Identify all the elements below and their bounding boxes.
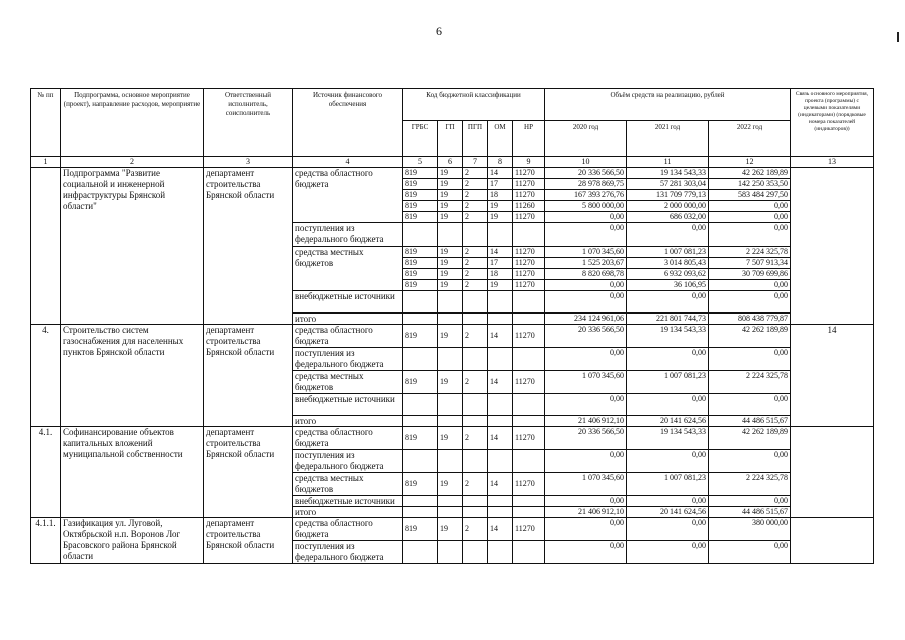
om-cell: 19 [488,212,513,223]
amount-2022: 2 224 325,78 [709,473,791,496]
gp-cell: 19 [438,258,463,269]
amount-2021: 131 709 779,13 [627,190,709,201]
amount-2021: 0,00 [627,291,709,313]
amount-2021: 1 007 081,23 [627,247,709,258]
total-label: итого [293,507,403,518]
source-federal: поступления из федерального бюджета [293,223,403,247]
np-cell: 11270 [513,371,545,394]
np-cell: 11270 [513,518,545,541]
col-number: 12 [709,157,791,168]
executor: департамент строительства Брянской области [204,427,293,518]
total-2020: 234 124 961,06 [545,314,627,325]
source-region: средства областного бюджета [293,427,403,450]
amount-2022: 380 000,00 [709,518,791,541]
executor: департамент строительства Брянской области [204,168,293,325]
header-2021: 2021 год [627,121,709,157]
om-cell: 14 [488,168,513,179]
total-2022: 44 486 515,67 [709,416,791,427]
om-cell: 14 [488,518,513,541]
amount-2020: 0,00 [545,496,627,507]
amount-2022: 0,00 [709,450,791,473]
pgp-cell: 2 [463,280,488,291]
pgp-cell: 2 [463,518,488,541]
amount-2022: 30 709 699,86 [709,269,791,280]
om-cell: 17 [488,258,513,269]
gp-cell: 19 [438,190,463,201]
grbs-cell: 819 [403,258,438,269]
header-gp: ГП [438,121,463,157]
table-row [31,518,874,541]
link-cell [791,427,874,518]
total-2020: 21 406 912,10 [545,416,627,427]
amount-2021: 0,00 [627,518,709,541]
amount-2022: 0,00 [709,280,791,291]
page-number: 6 [436,24,442,38]
pgp-cell: 2 [463,179,488,190]
gp-cell: 19 [438,247,463,258]
row-number: 4.1.1. [31,518,61,564]
amount-2021: 19 134 543,33 [627,168,709,179]
grbs-cell: 819 [403,518,438,541]
om-cell: 17 [488,179,513,190]
source-local: средства местных бюджетов [293,247,403,291]
np-cell: 11270 [513,258,545,269]
amount-2022: 583 484 297,50 [709,190,791,201]
amount-2021: 2 000 000,00 [627,201,709,212]
source-extra: внебюджетные источники [293,291,403,313]
col-number: 1 [31,157,61,168]
amount-2020: 1 070 345,60 [545,473,627,496]
total-2022: 808 438 779,87 [709,314,791,325]
amount-2020: 0,00 [545,394,627,416]
grbs-cell: 819 [403,280,438,291]
np-cell: 11270 [513,247,545,258]
measure-name: Строительство систем газоснабжения для населенных пунктов Брянской области [61,325,204,427]
pgp-cell: 2 [463,325,488,348]
header-link: Связь основного мероприятия, проекта (программы) с целевыми показателями (индикаторами) (порядковые номера показателей (индикаторов)) [791,89,874,157]
om-cell: 14 [488,473,513,496]
amount-2020: 1 070 345,60 [545,371,627,394]
table-row [31,168,874,179]
source-local: средства местных бюджетов [293,473,403,496]
source-region: средства областного бюджета [293,325,403,348]
amount-2020: 0,00 [545,291,627,313]
header-source: Источник финансового обеспечения [293,89,403,157]
gp-cell: 19 [438,518,463,541]
link-cell: 14 [791,325,874,427]
grbs-cell: 819 [403,371,438,394]
amount-2022: 7 507 913,34 [709,258,791,269]
gp-cell: 19 [438,280,463,291]
amount-2022: 0,00 [709,212,791,223]
om-cell: 14 [488,427,513,450]
np-cell: 11270 [513,212,545,223]
total-2021: 20 141 624,56 [627,416,709,427]
source-extra: внебюджетные источники [293,496,403,507]
pgp-cell: 2 [463,212,488,223]
amount-2022: 42 262 189,89 [709,168,791,179]
pgp-cell: 2 [463,427,488,450]
pgp-cell: 2 [463,168,488,179]
om-cell: 14 [488,325,513,348]
amount-2020: 0,00 [545,212,627,223]
col-number: 4 [293,157,403,168]
total-2022: 44 486 515,67 [709,507,791,518]
col-number: 11 [627,157,709,168]
header-2020: 2020 год [545,121,627,157]
gp-cell: 19 [438,325,463,348]
grbs-cell: 819 [403,473,438,496]
amount-2020: 0,00 [545,348,627,371]
amount-2021: 3 014 805,43 [627,258,709,269]
executor: департамент строительства Брянской области [204,518,293,564]
np-cell: 11270 [513,179,545,190]
pgp-cell: 2 [463,201,488,212]
column-numbers-row [31,157,874,168]
amount-2022: 42 262 189,89 [709,427,791,450]
np-cell: 11270 [513,280,545,291]
grbs-cell: 819 [403,201,438,212]
amount-2022: 0,00 [709,223,791,247]
link-cell [791,168,874,325]
np-cell: 11260 [513,201,545,212]
amount-2021: 57 281 303,04 [627,179,709,190]
source-federal: поступления из федерального бюджета [293,450,403,473]
total-2021: 221 801 744,73 [627,314,709,325]
amount-2020: 28 978 869,75 [545,179,627,190]
col-number: 5 [403,157,438,168]
amount-2020: 0,00 [545,450,627,473]
om-cell: 14 [488,371,513,394]
subprogram-name: Подпрограмма "Развитие социальной и инженерной инфраструктуры Брянской области" [61,168,204,325]
amount-2021: 1 007 081,23 [627,371,709,394]
om-cell: 19 [488,201,513,212]
header-2022: 2022 год [709,121,791,157]
grbs-cell: 819 [403,179,438,190]
gp-cell: 19 [438,473,463,496]
row-number: 4.1. [31,427,61,518]
om-cell: 18 [488,190,513,201]
amount-2022: 0,00 [709,348,791,371]
grbs-cell: 819 [403,168,438,179]
grbs-cell: 819 [403,212,438,223]
grbs-cell: 819 [403,427,438,450]
source-federal: поступления из федерального бюджета [293,348,403,371]
amount-2020: 167 393 276,76 [545,190,627,201]
grbs-cell: 819 [403,247,438,258]
source-region: средства областного бюджета [293,518,403,541]
source-local: средства местных бюджетов [293,371,403,394]
amount-2020: 20 336 566,50 [545,168,627,179]
col-number: 8 [488,157,513,168]
table-row [31,325,874,348]
col-number: 2 [61,157,204,168]
np-cell: 11270 [513,473,545,496]
amount-2021: 36 106,95 [627,280,709,291]
col-number: 13 [791,157,874,168]
amount-2020: 8 820 698,78 [545,269,627,280]
amount-2021: 19 134 543,33 [627,427,709,450]
gp-cell: 19 [438,427,463,450]
pgp-cell: 2 [463,190,488,201]
amount-2020: 0,00 [545,280,627,291]
amount-2022: 0,00 [709,394,791,416]
total-2021: 20 141 624,56 [627,507,709,518]
source-extra: внебюджетные источники [293,394,403,416]
pgp-cell: 2 [463,258,488,269]
amount-2021: 0,00 [627,223,709,247]
amount-2022: 2 224 325,78 [709,371,791,394]
header-om: ОМ [488,121,513,157]
amount-2021: 1 007 081,23 [627,473,709,496]
col-number: 6 [438,157,463,168]
amount-2022: 2 224 325,78 [709,247,791,258]
amount-2021: 0,00 [627,348,709,371]
np-cell: 11270 [513,325,545,348]
col-number: 3 [204,157,293,168]
measure-name: Газификация ул. Луговой, Октябрьской н.п. Воронов Лог Брасовского района Брянской области [61,518,204,564]
col-number: 7 [463,157,488,168]
col-number: 9 [513,157,545,168]
header-num: № пп [31,89,61,157]
amount-2020: 0,00 [545,541,627,564]
source-federal: поступления из федерального бюджета [293,541,403,564]
amount-2022: 0,00 [709,496,791,507]
header-executor: Ответственный исполнитель, соисполнитель [204,89,293,157]
pgp-cell: 2 [463,269,488,280]
gp-cell: 19 [438,201,463,212]
amount-2022: 142 250 353,50 [709,179,791,190]
amount-2021: 0,00 [627,541,709,564]
gp-cell: 19 [438,179,463,190]
amount-2021: 0,00 [627,496,709,507]
header-pgp: ПГП [463,121,488,157]
grbs-cell: 819 [403,325,438,348]
gp-cell: 19 [438,269,463,280]
om-cell: 14 [488,247,513,258]
amount-2022: 0,00 [709,201,791,212]
amount-2021: 19 134 543,33 [627,325,709,348]
amount-2021: 686 032,00 [627,212,709,223]
budget-table [30,88,874,564]
amount-2021: 6 932 093,62 [627,269,709,280]
amount-2020: 1 525 203,67 [545,258,627,269]
header-funds: Объём средств на реализацию, рублей [545,89,791,121]
om-cell: 18 [488,269,513,280]
pgp-cell: 2 [463,473,488,496]
amount-2021: 0,00 [627,450,709,473]
total-label: итого [293,416,403,427]
table-row [31,427,874,450]
amount-2020: 20 336 566,50 [545,427,627,450]
header-kbk: Код бюджетной классификации [403,89,545,121]
grbs-cell: 819 [403,269,438,280]
gp-cell: 19 [438,168,463,179]
grbs-cell: 819 [403,190,438,201]
amount-2022: 42 262 189,89 [709,325,791,348]
row-number [31,168,61,325]
amount-2022: 0,00 [709,291,791,313]
header-grbs: ГРБС [403,121,438,157]
header-np: НР [513,121,545,157]
gp-cell: 19 [438,212,463,223]
measure-name: Софинансирование объектов капитальных вложений муниципальной собственности [61,427,204,518]
page-edge-mark [897,32,899,42]
total-2020: 21 406 912,10 [545,507,627,518]
source-region: средства областного бюджета [293,168,403,223]
om-cell: 19 [488,280,513,291]
pgp-cell: 2 [463,247,488,258]
gp-cell: 19 [438,371,463,394]
np-cell: 11270 [513,269,545,280]
amount-2020: 20 336 566,50 [545,325,627,348]
amount-2022: 0,00 [709,541,791,564]
amount-2020: 0,00 [545,223,627,247]
amount-2020: 1 070 345,60 [545,247,627,258]
amount-2020: 5 800 000,00 [545,201,627,212]
header-name: Подпрограмма, основное мероприятие (проект), направление расходов, мероприятие [61,89,204,157]
link-cell [791,518,874,564]
col-number: 10 [545,157,627,168]
np-cell: 11270 [513,427,545,450]
amount-2021: 0,00 [627,394,709,416]
np-cell: 11270 [513,168,545,179]
amount-2020: 0,00 [545,518,627,541]
pgp-cell: 2 [463,371,488,394]
executor: департамент строительства Брянской области [204,325,293,427]
row-number: 4. [31,325,61,427]
np-cell: 11270 [513,190,545,201]
total-label: итого [293,314,403,325]
